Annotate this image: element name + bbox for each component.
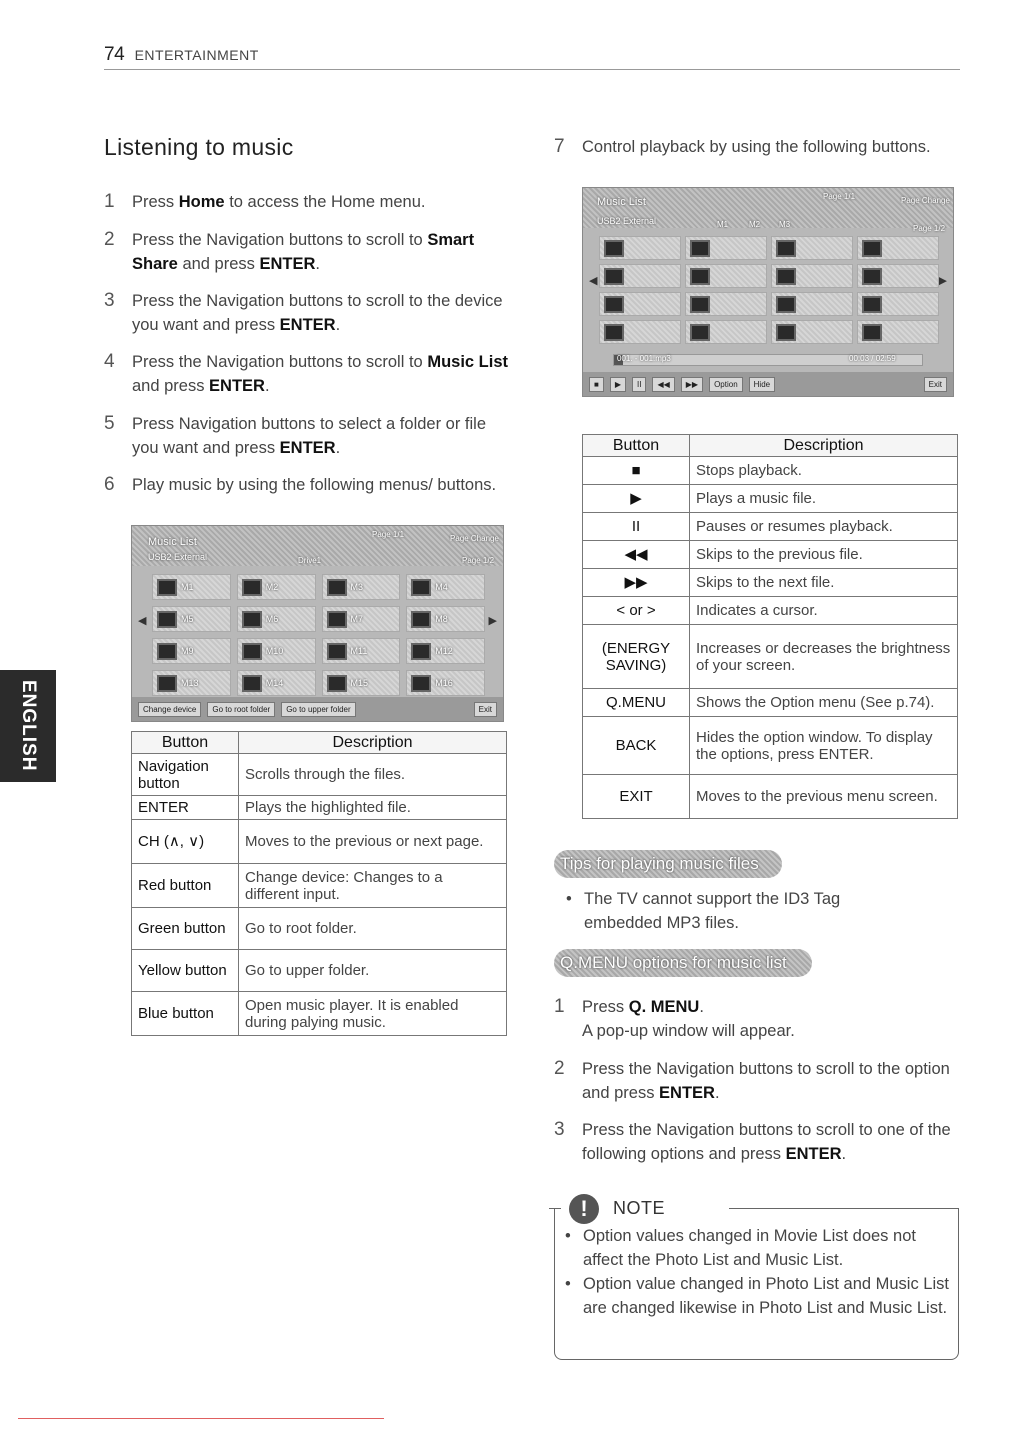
folder-icon <box>327 675 347 692</box>
tip-text: The TV cannot support the ID3 Tag embedded MP3 files. <box>584 890 841 932</box>
music-list-screenshot <box>131 525 504 722</box>
screen-page-right: Page 1/2 <box>462 556 495 565</box>
music-file-icon <box>776 268 796 285</box>
description-cell: Hides the option window. To display the options, press ENTER. <box>690 717 958 775</box>
folder-label: M12 <box>435 646 453 656</box>
table-row <box>132 950 507 992</box>
folder-icon <box>157 643 177 660</box>
file-item <box>599 320 681 344</box>
screen-drive: Drive1 <box>298 556 322 565</box>
button-cell: Red button <box>132 864 239 908</box>
screen-page-right: Page 1/2 <box>913 224 946 233</box>
folder-icon <box>157 611 177 628</box>
folder-label: M11 <box>350 646 368 656</box>
step-text: Press the Navigation buttons to scroll to Music List and press ENTER. <box>132 353 509 395</box>
button-table-2 <box>582 434 958 819</box>
music-file-icon <box>604 240 624 257</box>
music-file-icon <box>690 268 710 285</box>
left-arrow-icon: ◀ <box>138 615 147 627</box>
folder-icon <box>157 675 177 692</box>
file-item <box>857 236 939 260</box>
exit-button: Exit <box>924 377 947 392</box>
table-row <box>132 820 507 864</box>
folder-label: M14 <box>265 678 284 688</box>
folder-icon <box>411 611 431 628</box>
page-title: Listening to music <box>104 134 294 160</box>
page-header <box>104 44 960 70</box>
step-1 <box>104 190 514 214</box>
button-cell: ■ <box>583 457 690 485</box>
folder-item <box>406 606 485 632</box>
music-file-icon <box>862 296 882 313</box>
folder-item <box>322 606 401 632</box>
screen-title: Music List <box>148 536 197 548</box>
col-button: Button <box>583 435 690 457</box>
folder-label: M15 <box>350 678 369 688</box>
screen-device: USB2 External <box>148 552 208 562</box>
file-item <box>857 292 939 316</box>
description-cell: Go to upper folder. <box>239 950 507 992</box>
option-button: Option <box>709 377 743 392</box>
music-file-icon <box>776 240 796 257</box>
file-grid <box>599 236 939 344</box>
file-item <box>599 236 681 260</box>
folder-label: M5 <box>181 614 194 624</box>
file-item <box>771 264 853 288</box>
step-5 <box>104 412 514 460</box>
description-cell: Change device: Changes to a different input. <box>239 864 507 908</box>
bullet-icon: • <box>566 890 572 908</box>
folder-item <box>152 638 231 664</box>
table-row <box>583 775 958 819</box>
note-text: Option values changed in Movie List does not affect the Photo List and Music List. <box>583 1227 916 1269</box>
file-item <box>685 264 767 288</box>
button-cell: ▶ <box>583 485 690 513</box>
screen-page-top: Page 1/1 <box>372 530 405 539</box>
folder-item <box>237 638 316 664</box>
table-row <box>132 796 507 820</box>
player-controls <box>583 372 953 396</box>
col-description: Description <box>690 435 958 457</box>
note-item-2 <box>565 1272 950 1320</box>
table-row <box>583 457 958 485</box>
button-cell: ◀◀ <box>583 541 690 569</box>
table-row <box>132 908 507 950</box>
table-row <box>583 597 958 625</box>
note-rule-left <box>549 1208 561 1209</box>
folder-icon <box>411 643 431 660</box>
step-3 <box>104 289 514 337</box>
note-box <box>554 1196 959 1360</box>
folder-icon <box>242 611 262 628</box>
folder-item <box>152 606 231 632</box>
table-row <box>132 864 507 908</box>
exclamation-icon: ! <box>569 1194 599 1224</box>
screen-page-change: Page Change <box>901 196 950 205</box>
folder-icon <box>327 579 347 596</box>
description-cell: Go to root folder. <box>239 908 507 950</box>
table-row <box>583 689 958 717</box>
change-device-button: Change device <box>138 702 201 717</box>
step-text: Press the Navigation buttons to scroll to the option and press ENTER. <box>582 1060 950 1102</box>
description-cell: Indicates a cursor. <box>690 597 958 625</box>
step-number: 7 <box>554 136 565 157</box>
button-cell: II <box>583 513 690 541</box>
folder-item <box>406 670 485 696</box>
folder-item <box>406 638 485 664</box>
file-item <box>599 264 681 288</box>
table-row <box>583 485 958 513</box>
folder-icon <box>411 675 431 692</box>
folder-icon <box>327 643 347 660</box>
folder-item <box>322 638 401 664</box>
note-rule <box>729 1208 959 1209</box>
col-button: Button <box>132 732 239 754</box>
step-number: 1 <box>104 191 115 212</box>
file-item <box>599 292 681 316</box>
step-text: Press Navigation buttons to select a folder or file you want and press ENTER. <box>132 415 487 457</box>
step-2 <box>104 228 514 276</box>
screen-bottombar <box>132 697 503 721</box>
right-arrow-icon: ▶ <box>938 275 947 287</box>
folder-m1: M1 <box>717 220 729 229</box>
folder-label: M1 <box>181 582 194 592</box>
folder-item <box>322 670 401 696</box>
music-file-icon <box>604 296 624 313</box>
play-icon: ▶ <box>610 377 626 392</box>
description-cell: Plays the highlighted file. <box>239 796 507 820</box>
pause-icon: II <box>632 377 646 392</box>
table-row <box>583 513 958 541</box>
tip-item <box>566 887 896 935</box>
qmenu-heading: Q.MENU options for music list <box>554 949 812 977</box>
description-cell: Pauses or resumes playback. <box>690 513 958 541</box>
table-row <box>132 992 507 1036</box>
description-cell: Shows the Option menu (See p.74). <box>690 689 958 717</box>
folder-item <box>237 574 316 600</box>
folder-grid <box>152 574 485 696</box>
folder-label: M16 <box>435 678 453 688</box>
folder-label: M3 <box>350 582 364 592</box>
step-6 <box>104 473 514 497</box>
folder-label: M13 <box>181 678 199 688</box>
bullet-icon: • <box>565 1227 571 1245</box>
language-tab <box>0 670 56 782</box>
page-number: 74 <box>104 44 125 65</box>
note-label: NOTE <box>613 1198 666 1218</box>
button-cell: < or > <box>583 597 690 625</box>
folder-item <box>322 574 401 600</box>
screen-page-top: Page 1/1 <box>823 192 856 201</box>
music-file-icon <box>690 324 710 341</box>
step-7 <box>554 135 954 159</box>
step-text: Control playback by using the following buttons. <box>582 138 931 156</box>
play-time: 00:03 / 02:59 <box>849 354 896 363</box>
step-text: Play music by using the following menus/ buttons. <box>132 476 497 494</box>
folder-item <box>152 670 231 696</box>
step-number: 2 <box>554 1058 565 1079</box>
folder-label: M2 <box>265 582 279 592</box>
upper-folder-button: Go to upper folder <box>281 702 355 717</box>
footer-line <box>18 1418 384 1419</box>
file-item <box>771 292 853 316</box>
screen-title: Music List <box>597 196 646 208</box>
now-playing: 001. - 001.mp3 <box>617 354 671 363</box>
file-item <box>685 320 767 344</box>
folder-item <box>152 574 231 600</box>
folder-icon <box>327 611 347 628</box>
music-file-icon <box>690 296 710 313</box>
folder-icon <box>411 579 431 596</box>
step-4 <box>104 350 514 398</box>
music-file-icon <box>604 324 624 341</box>
qmenu-step-3 <box>554 1118 964 1166</box>
stop-icon: ■ <box>589 377 604 392</box>
folder-m2: M2 <box>749 220 761 229</box>
hide-button: Hide <box>749 377 775 392</box>
file-item <box>857 320 939 344</box>
description-cell: Stops playback. <box>690 457 958 485</box>
description-cell: Increases or decreases the brightness of your screen. <box>690 625 958 689</box>
col-description: Description <box>239 732 507 754</box>
note-item-1 <box>565 1224 950 1272</box>
folder-label: M6 <box>265 614 279 624</box>
button-cell: CH (∧, ∨) <box>132 820 239 864</box>
button-cell: ▶▶ <box>583 569 690 597</box>
exit-button: Exit <box>474 702 497 717</box>
step-number: 2 <box>104 229 115 250</box>
step-text: Press the Navigation buttons to scroll to one of the following options and press ENTER. <box>582 1121 951 1163</box>
folder-label: M8 <box>435 614 448 624</box>
table-row <box>583 717 958 775</box>
folder-m3: M3 <box>779 220 791 229</box>
file-item <box>771 236 853 260</box>
qmenu-step-2 <box>554 1057 964 1105</box>
file-item <box>685 236 767 260</box>
bullet-icon: • <box>565 1275 571 1293</box>
table-row <box>583 625 958 689</box>
folder-item <box>237 670 316 696</box>
button-table-1 <box>131 731 507 1036</box>
table-row <box>132 754 507 796</box>
button-cell: Navigation button <box>132 754 239 796</box>
description-cell: Scrolls through the files. <box>239 754 507 796</box>
folder-label: M4 <box>435 582 448 592</box>
folder-icon <box>242 579 262 596</box>
button-cell: EXIT <box>583 775 690 819</box>
root-folder-button: Go to root folder <box>207 702 275 717</box>
button-cell: Q.MENU <box>583 689 690 717</box>
button-cell: Blue button <box>132 992 239 1036</box>
description-cell: Skips to the next file. <box>690 569 958 597</box>
section-title: ENTERTAINMENT <box>134 47 259 63</box>
description-cell: Open music player. It is enabled during palying music. <box>239 992 507 1036</box>
music-file-icon <box>776 324 796 341</box>
note-text: Option value changed in Photo List and Music List are changed likewise in Photo List and Music List. <box>583 1275 949 1317</box>
step-number: 1 <box>554 996 565 1017</box>
music-file-icon <box>862 324 882 341</box>
music-file-icon <box>862 268 882 285</box>
description-cell: Plays a music file. <box>690 485 958 513</box>
table-row <box>583 569 958 597</box>
music-file-icon <box>604 268 624 285</box>
file-item <box>857 264 939 288</box>
step-number: 3 <box>554 1119 565 1140</box>
folder-item <box>406 574 485 600</box>
step-text: Press the Navigation buttons to scroll to Smart Share and press ENTER. <box>132 231 475 273</box>
button-cell: ENTER <box>132 796 239 820</box>
tips-heading: Tips for playing music files <box>554 850 782 878</box>
rewind-icon: ◀◀ <box>652 377 674 392</box>
table-row <box>583 541 958 569</box>
folder-icon <box>242 643 262 660</box>
step-text: Press Q. MENU. A pop-up window will appear. <box>582 998 795 1040</box>
button-cell: (ENERGY SAVING) <box>583 625 690 689</box>
right-arrow-icon: ▶ <box>488 615 497 627</box>
folder-icon <box>157 579 177 596</box>
language-tab-label: ENGLISH <box>18 680 39 772</box>
button-cell: Yellow button <box>132 950 239 992</box>
step-text: Press the Navigation buttons to scroll to the device you want and press ENTER. <box>132 292 503 334</box>
file-item <box>685 292 767 316</box>
folder-item <box>237 606 316 632</box>
step-number: 4 <box>104 351 115 372</box>
left-arrow-icon: ◀ <box>589 275 598 287</box>
step-text: Press Home to access the Home menu. <box>132 193 426 211</box>
folder-label: M10 <box>265 646 284 656</box>
fast-forward-icon: ▶▶ <box>681 377 703 392</box>
music-player-screenshot <box>582 187 954 397</box>
folder-label: M9 <box>181 646 194 656</box>
step-number: 6 <box>104 474 115 495</box>
qmenu-step-1 <box>554 995 964 1043</box>
step-number: 3 <box>104 290 115 311</box>
description-cell: Skips to the previous file. <box>690 541 958 569</box>
music-file-icon <box>776 296 796 313</box>
button-cell: Green button <box>132 908 239 950</box>
description-cell: Moves to the previous menu screen. <box>690 775 958 819</box>
file-item <box>771 320 853 344</box>
music-file-icon <box>690 240 710 257</box>
folder-icon <box>242 675 262 692</box>
step-number: 5 <box>104 413 115 434</box>
music-file-icon <box>862 240 882 257</box>
folder-label: M7 <box>350 614 364 624</box>
button-cell: BACK <box>583 717 690 775</box>
screen-page-change: Page Change <box>450 534 499 543</box>
description-cell: Moves to the previous or next page. <box>239 820 507 864</box>
screen-device: USB2 External <box>597 216 657 226</box>
